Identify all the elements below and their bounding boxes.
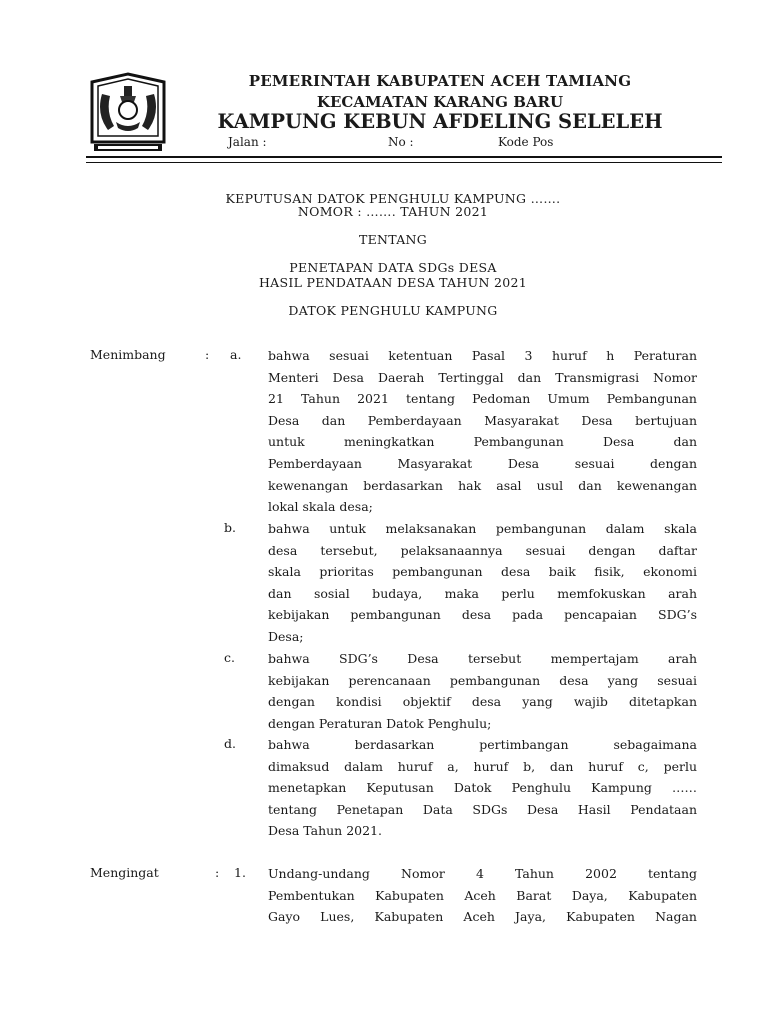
text-line: bahwa SDG’s Desa tersebut mempertajam arah bbox=[268, 651, 697, 666]
text-line: bahwa untuk melaksanakan pembangunan dalam skala bbox=[268, 521, 697, 536]
text-line: dengan kondisi objektif desa yang wajib ditetapkan bbox=[268, 694, 697, 710]
text-line: tentang Penetapan Data SDGs Desa Hasil Pendataan bbox=[268, 801, 697, 817]
letterhead-district-line: KECAMATAN KARANG BARU bbox=[316, 93, 564, 111]
text-line: bahwa sesuai ketentuan Pasal 3 huruf h Peraturan bbox=[268, 348, 697, 363]
letterhead-thin-rule bbox=[86, 162, 722, 163]
decree-subject-line-1: PENETAPAN DATA SDGs DESA bbox=[289, 260, 497, 275]
decree-official-heading: DATOK PENGHULU KAMPUNG bbox=[288, 303, 498, 318]
decree-title: KEPUTUSAN DATOK PENGHULU KAMPUNG ……. bbox=[225, 191, 561, 206]
text-line: kebijakan pembangunan desa pada pencapaian SDG’s bbox=[268, 607, 697, 623]
text-line: Desa; bbox=[268, 628, 304, 644]
menimbang-item-c-marker: c. bbox=[224, 650, 235, 665]
address-street-label: Jalan : bbox=[228, 135, 267, 149]
address-postcode-label: Kode Pos bbox=[498, 135, 554, 149]
text-line: menetapkan Keputusan Datok Penghulu Kampung …… bbox=[268, 780, 697, 796]
text-line: Desa dan Pemberdayaan Masyarakat Desa bertujuan bbox=[268, 412, 697, 428]
menimbang-label: Menimbang bbox=[90, 347, 166, 362]
mengingat-colon: : bbox=[215, 865, 220, 880]
text-line: Desa Tahun 2021. bbox=[268, 823, 382, 839]
menimbang-item-a-text bbox=[268, 345, 697, 518]
text-line: skala prioritas pembangunan desa baik fisik, ekonomi bbox=[268, 564, 697, 580]
text-line: dan sosial budaya, maka perlu memfokuskan arah bbox=[268, 585, 697, 601]
menimbang-item-b-text bbox=[268, 518, 697, 648]
text-line: lokal skala desa; bbox=[268, 499, 373, 515]
menimbang-item-d-text bbox=[268, 734, 697, 842]
text-line: untuk meningkatkan Pembangunan Desa dan bbox=[268, 434, 697, 450]
menimbang-item-b-marker: b. bbox=[224, 520, 236, 535]
mengingat-item-1-marker: 1. bbox=[234, 865, 246, 880]
text-line: desa tersebut, pelaksanaannya sesuai dengan daftar bbox=[268, 542, 697, 558]
text-line: Gayo Lues, Kabupaten Aceh Jaya, Kabupaten Nagan bbox=[268, 909, 697, 925]
decree-subject-line-2: HASIL PENDATAAN DESA TAHUN 2021 bbox=[258, 275, 527, 290]
text-line: dengan Peraturan Datok Penghulu; bbox=[268, 715, 492, 731]
text-line: Pembentukan Kabupaten Aceh Barat Daya, Kabupaten bbox=[268, 887, 697, 903]
letterhead-government-line: PEMERINTAH KABUPATEN ACEH TAMIANG bbox=[248, 72, 632, 90]
letterhead-village-name: KAMPUNG KEBUN AFDELING SELELEH bbox=[217, 110, 663, 133]
text-line: bahwa berdasarkan pertimbangan sebagaimana bbox=[268, 737, 697, 752]
address-number-label: No : bbox=[388, 135, 414, 149]
aceh-tamiang-emblem-icon bbox=[86, 72, 170, 156]
text-line: Undang-undang Nomor 4 Tahun 2002 tentang bbox=[268, 866, 697, 881]
text-line: Pemberdayaan Masyarakat Desa sesuai dengan bbox=[268, 455, 697, 471]
menimbang-colon: : bbox=[205, 347, 210, 362]
text-line: kewenangan berdasarkan hak asal usul dan kewenangan bbox=[268, 477, 697, 493]
text-line: 21 Tahun 2021 tentang Pedoman Umum Pembangunan bbox=[268, 391, 697, 407]
mengingat-label: Mengingat bbox=[90, 865, 159, 880]
menimbang-item-c-text bbox=[268, 648, 697, 734]
text-line: Menteri Desa Daerah Tertinggal dan Transmigrasi Nomor bbox=[268, 369, 697, 385]
text-line: kebijakan perencanaan pembangunan desa yang sesuai bbox=[268, 672, 697, 688]
text-line: dimaksud dalam huruf a, huruf b, dan huruf c, perlu bbox=[268, 758, 697, 774]
decree-about-heading: TENTANG bbox=[358, 232, 428, 247]
menimbang-item-a-marker: a. bbox=[230, 347, 242, 362]
letterhead-thick-rule bbox=[86, 156, 722, 158]
mengingat-item-1-text bbox=[268, 863, 697, 928]
menimbang-item-d-marker: d. bbox=[224, 736, 236, 751]
decree-number: NOMOR : ……. TAHUN 2021 bbox=[297, 204, 489, 219]
